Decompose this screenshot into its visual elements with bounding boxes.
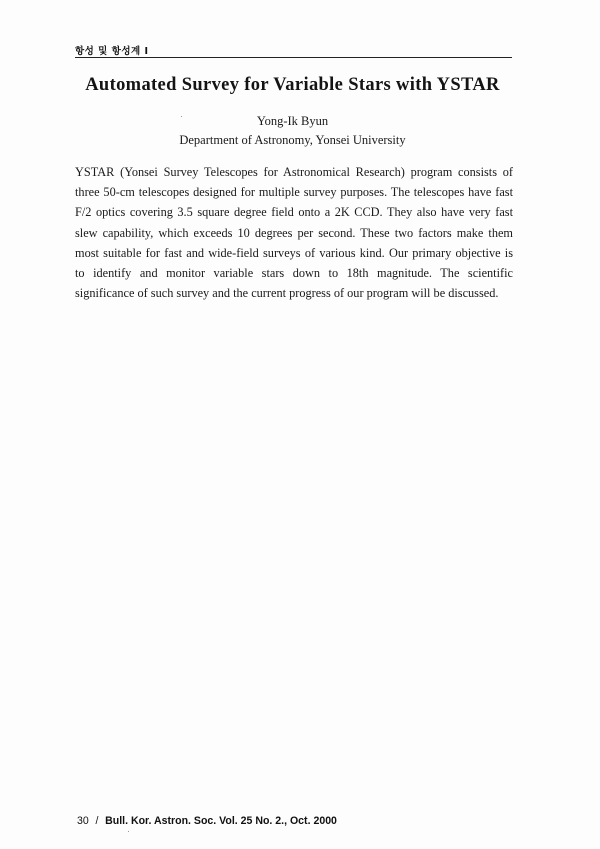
scan-speck: [181, 116, 182, 117]
page-footer: [77, 815, 337, 827]
abstract-line: F/2 optics covering 3.5 square degree field onto a 2K CCD. They also have very fast: [75, 205, 513, 220]
journal-citation: Bull. Kor. Astron. Soc. Vol. 25 No. 2., Oct. 2000: [105, 815, 337, 827]
header-rule: [75, 57, 512, 58]
abstract-line: significance of such survey and the current progress of our program will be discussed.: [75, 286, 499, 301]
scan-speck: [128, 831, 129, 832]
abstract-line: to identify and monitor variable stars down to 18th magnitude. The scientific: [75, 265, 513, 280]
abstract-line: most suitable for fast and wide-field surveys of various kind. Our primary objective is: [75, 245, 513, 260]
page-number: 30: [77, 815, 89, 827]
abstract-line: YSTAR (Yonsei Survey Telescopes for Astronomical Research) program consists of: [75, 165, 513, 179]
abstract-line: three 50-cm telescopes designed for multiple survey purposes. The telescopes have fast: [75, 185, 513, 200]
running-head: 항성 및 항성계 I: [75, 46, 149, 57]
author-affiliation: Department of Astronomy, Yonsei University: [179, 133, 406, 147]
author-name: Yong-Ik Byun: [256, 114, 329, 128]
abstract-line: slew capability, which exceeds 10 degrees per second. These two factors make them: [75, 225, 513, 240]
footer-separator: /: [95, 815, 99, 827]
abstract: [75, 162, 513, 303]
paper-title: Automated Survey for Variable Stars with YSTAR: [85, 75, 500, 95]
